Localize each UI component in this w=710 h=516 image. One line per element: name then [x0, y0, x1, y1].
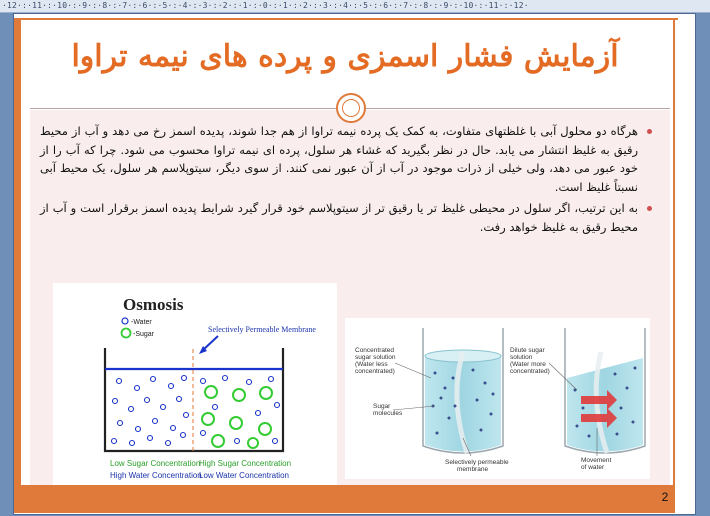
water-molecules [112, 376, 280, 446]
beaker-svg [345, 318, 650, 479]
right-caption-sugar: High Sugar Concentration [199, 459, 292, 468]
dilute-label: Dilute sugar [510, 347, 545, 354]
left-caption-sugar: Low Sugar Concentration [110, 459, 201, 468]
bullet-text: به این ترتیب، اگر سلول در محیطی غلیظ تر یا رقیق تر از سیتوپلاسم خود قرار گیرد شرایط پدیده اسمز برقرار است و آب از محیط رقیق به غلیظ خواهد رفت. [40, 201, 638, 234]
water-legend-icon [122, 318, 128, 324]
left-caption-water: High Water Concentration [110, 471, 202, 480]
slide-frame-left-bar [14, 18, 21, 500]
bullet-dot-icon [647, 129, 652, 134]
sugar-legend-icon [122, 329, 131, 338]
svg-text:membrane: membrane [457, 466, 489, 473]
movement-label: Movement [581, 457, 612, 464]
svg-text:concentrated): concentrated) [510, 368, 550, 375]
bullet-item [40, 122, 652, 196]
left-beaker [423, 328, 503, 453]
slide-footer-bar [14, 485, 675, 513]
bullet-item [40, 199, 652, 236]
membrane-label: Selectively Permeable Membrane [208, 325, 316, 334]
osmosis-diagram[interactable] [53, 283, 337, 498]
svg-text:(Water less: (Water less [355, 361, 388, 368]
svg-text:of water: of water [581, 464, 605, 471]
circle-ornament-icon [336, 93, 366, 123]
slide-frame-top-line [14, 18, 678, 20]
svg-text:solution: solution [510, 354, 533, 361]
membrane-caption: Selectively permeable [445, 459, 509, 466]
bullet-text: هرگاه دو محلول آبی با غلظتهای متفاوت، به کمک یک پرده نیمه تراوا از هم جدا شوند، پدیده اسمز رخ می دهد و آب از محیط رقیق به غلیظ انتشار می یابد. حال در نظر بگیرید که غشاء هر سلول، پرده ای نیمه تراوا محسوب می شود. چرا که آب را از خود عبور می دهد، ولی خیلی از ذرات موجود در آب از آن عبور نمی کنند. از سوی دیگر، سیتوپلاسم هر سلول، یک محیط آبی نسبتاً غلیظ است. [40, 124, 638, 194]
bullet-list[interactable] [40, 122, 652, 239]
right-caption-water: Low Water Concentration [199, 471, 289, 480]
osmosis-title: Osmosis [123, 295, 184, 314]
right-beaker [565, 328, 645, 453]
beaker-outline [105, 348, 283, 451]
svg-text:(Water more: (Water more [510, 361, 546, 368]
osmosis-svg [53, 283, 337, 498]
sugar-molecules-label: Sugar [373, 403, 391, 410]
slide-title[interactable]: آزمایش فشار اسمزی و پرده های نیمه تراوا [71, 39, 619, 74]
ruler-scale: ·12·:·11·:·10·:·9·:·8·:·7·:·6·:·5·:·4·:·3·:·2·:·1·:·0·:·1·:·2·:·3·:·4·:·5·:·6·:·7·:·8·:·9·:·10·:·11·:·12· [2, 1, 529, 10]
slide-number: 2 [661, 490, 669, 504]
slide-frame-right-line [673, 18, 675, 500]
svg-text:sugar solution: sugar solution [355, 354, 396, 361]
svg-text:molecules: molecules [373, 410, 403, 417]
beaker-illustration[interactable] [345, 318, 650, 479]
sugar-legend-label: -Sugar [133, 331, 155, 338]
membrane-pointer-arrow [203, 336, 218, 350]
svg-text:concentrated): concentrated) [355, 368, 395, 375]
horizontal-ruler [0, 0, 710, 13]
bullet-dot-icon [647, 206, 652, 211]
concentrated-label: Concentrated [355, 347, 395, 354]
water-legend-label: -Water [131, 319, 152, 326]
